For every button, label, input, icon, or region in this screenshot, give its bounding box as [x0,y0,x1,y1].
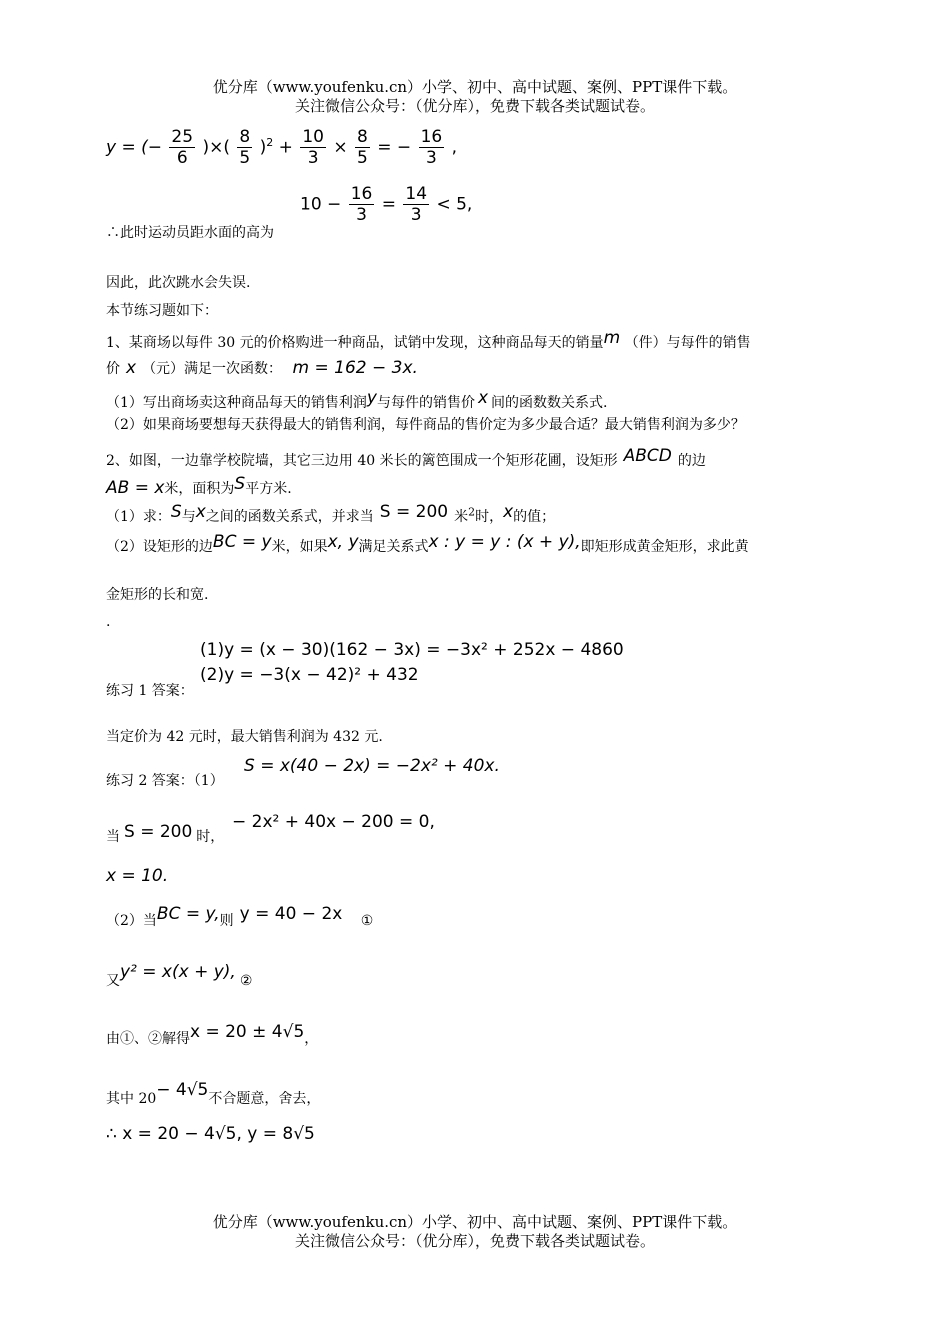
eq1-mid1: )×( [202,137,230,158]
ans2-eq2: − 2x² + 40x − 200 = 0, [232,812,435,832]
footer-line-2: 关注微信公众号：（优分库），免费下载各类试题试卷。 [294,1232,655,1250]
frac-16-3: $\frac{16}{3}$ [420,127,443,168]
ans1-conclusion: 当定价为 42 元时，最大销售利润为 432 元. [106,729,383,745]
q1-part-2: （2）如果商场要想每天获得最大的销售利润，每件商品的售价定为多少最合适？最大销售利润为多少？ [106,417,745,433]
exercises-intro: 本节练习题如下： [106,303,218,319]
q2-part-2: （2）设矩形的边BC = y米，如果x, y满足关系式x : y = y : (x + y),即矩形成黄金矩形，求此黄 [106,532,749,555]
eq1-lhs: y = (− [106,137,162,158]
header-line-2: 关注微信公众号：（优分库），免费下载各类试题试卷。 [294,97,655,115]
ans1-label: 练习 1 答案： [106,683,194,699]
q2-line-end: 金矩形的长和宽. [106,587,209,603]
q1-part-1: （1）写出商场卖这种商品每天的销售利润y与每件的销售价 x 间的函数数关系式. [106,388,608,411]
ans2-when-line: 当 S = 200 时， [106,822,225,845]
ans2-eq1: S = x(40 − 2x) = −2x² + 40x. [244,756,500,776]
dot: . [106,614,111,630]
header-line-1: 优分库（www.youfenku.cn）小学、初中、高中试题、案例、PPT课件下载。 [212,78,738,96]
frac2-14-3: $\frac{14}{3}$ [405,184,428,225]
frac-8-5-b: $\frac{8}{5}$ [357,127,368,168]
q2-line-1: 2、如图，一边靠学校院墙，其它三边用 40 米长的篱笆围成一个矩形花圃，设矩形 ABCD 的边 [106,446,706,469]
equation-2: 10 − $\frac{16}{3}$ = $\frac{14}{3}$ < 5, [300,184,473,225]
ans1-eq2: (2)y = −3(x − 42)² + 432 [200,665,419,685]
frac-10-3: $\frac{10}{3}$ [302,127,324,168]
frac2-16-3: $\frac{16}{3}$ [350,184,373,225]
frac-8-5: $\frac{8}{5}$ [239,127,251,168]
q2-part-1: （1）求：S与x之间的函数关系式，并求当 S = 200 米$^2$时，x的值； [106,502,556,525]
q2-line-2: AB = x米，面积为S平方米. [106,474,292,498]
ans2-final: ∴ x = 20 − 4√5, y = 8√5 [106,1124,315,1144]
ans2-reject-line: 其中 20− 4√5不合题意，舍去， [106,1080,321,1107]
q1-line-1: 1、某商场以每件 30 元的价格购进一种商品，试销中发现，这种商品每天的销量m （件）与每件的销售 [106,328,751,351]
ans1-eq1: (1)y = (x − 30)(162 − 3x) = −3x² + 252x − 4860 [200,640,624,660]
ans2-label: 练习 2 答案：（1） [106,773,224,789]
ans2-you-line: 又y² = x(x + y), ② [106,962,253,989]
ans2-x10: x = 10. [106,866,169,886]
conclusion: 因此，此次跳水会失误. [106,275,251,291]
equation-1: y = (− $\frac{25}{6}$ )×( $\frac{8}{5}$ )$^2$ + $\frac{10}{3}$ × $\frac{8}{5}$ = − $\frac{16}{3}$ , [106,127,458,168]
frac-25-6: $\frac{25}{6}$ [171,127,194,168]
ans2-part2-line: （2）当BC = y,则 y = 40 − 2x ① [106,904,374,929]
height-line: ∴此时运动员距水面的高为 [106,225,274,241]
q1-line-2: 价 x （元）满足一次函数： m = 162 − 3x. [106,358,418,378]
ans2-solve-line: 由①、②解得x = 20 ± 4√5， [106,1022,319,1047]
footer-line-1: 优分库（www.youfenku.cn）小学、初中、高中试题、案例、PPT课件下载。 [212,1213,738,1231]
